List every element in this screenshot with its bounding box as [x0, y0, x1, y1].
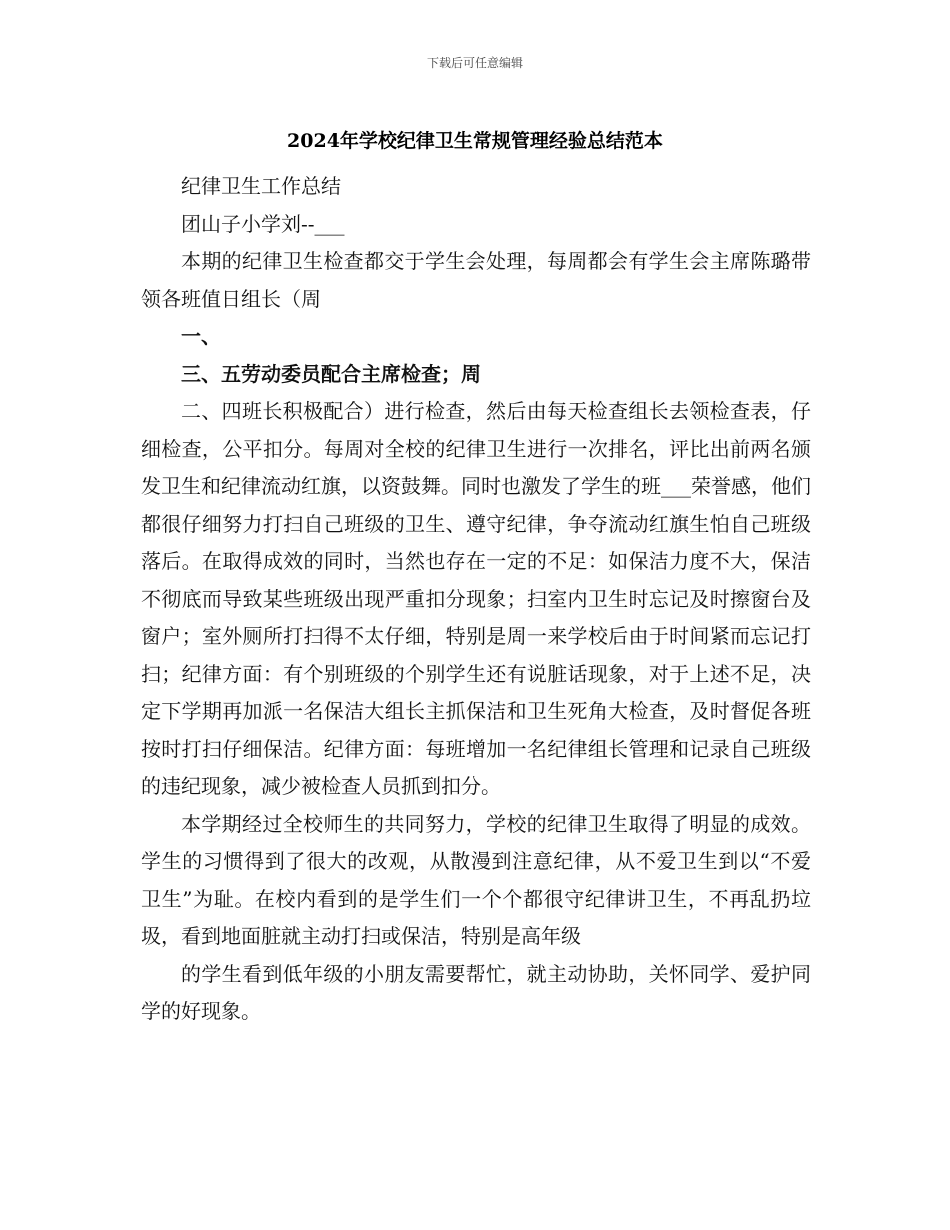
header-note: 下载后可任意编辑 — [426, 56, 523, 70]
paragraph: 一、 — [181, 324, 221, 348]
paragraph: 的学生看到低年级的小朋友需要帮忙，就主动协助，关怀同学、爱护同学的好现象。 — [141, 961, 811, 1023]
paragraph: 三、五劳动委员配合主席检查；周 — [181, 361, 481, 386]
paragraph: 本学期经过全校师生的共同努力，学校的纪律卫生取得了明显的成效。学生的习惯得到了很大的改观，从散漫到注意纪律，从不爱卫生到以“不爱卫生”为耻。在校内看到的是学生们一个个都很守纪律讲卫生，不再乱扔垃圾，看到地面脏就主动打扫或保洁，特别是高年级 — [141, 811, 811, 948]
paragraph: 团山子小学刘--___ — [181, 211, 345, 236]
paragraph: 纪律卫生工作总结 — [181, 174, 341, 198]
document-title: 2024年学校纪律卫生常规管理经验总结范本 — [287, 130, 663, 152]
document-body — [141, 168, 811, 1031]
paragraph: 二、四班长积极配合）进行检查，然后由每天检查组长去领检查表，仔细检查，公平扣分。每周对全校的纪律卫生进行一次排名，评比出前两名颁发卫生和纪律流动红旗，以资鼓舞。同时也激发了学生的班___荣誉感，他们都很仔细努力打扫自己班级的卫生、遵守纪律，争夺流动红旗生怕自己班级落后。在取得成效的同时，当然也存在一定的不足：如保洁力度不大，保洁不彻底而导致某些班级出现严重扣分现象；扫室内卫生时忘记及时擦窗台及窗户；室外厕所打扫得不太仔细，特别是周一来学校后由于时间紧而忘记打扫；纪律方面：有个别班级的个别学生还有说脏话现象，对于上述不足，决定下学期再加派一名保洁大组长主抓保洁和卫生死角大检查，及时督促各班按时打扫仔细保洁。纪律方面：每班增加一名纪律组长管理和记录自己班级的违纪现象，减少被检查人员抓到扣分。 — [141, 399, 811, 798]
paragraph: 本期的纪律卫生检查都交于学生会处理，每周都会有学生会主席陈璐带领各班值日组长（周 — [141, 249, 811, 311]
